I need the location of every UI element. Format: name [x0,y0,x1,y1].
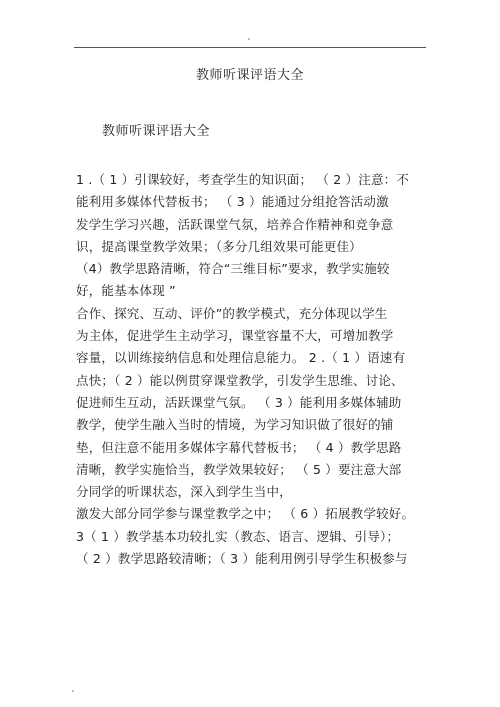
body-line: 发学生学习兴趣，活跃课堂气氛，培养合作精神和竞争意 [76,216,394,232]
header-rule [74,47,426,48]
body-line: 好，能基本体现 ” [76,283,176,299]
body-line: 分同学的听课状态，深入到学生当中， [76,484,292,500]
document-body [76,169,436,570]
body-line: 1 .（ 1 ）引课较好，考查学生的知识面； （ 2 ）注意：不 [76,172,410,187]
body-line: 教学，使学生融入当时的情境，为学习知识做了很好的铺 [76,417,394,433]
document-title: 教师听课评语大全 [195,68,304,83]
body-line: 点快；（ 2 ）能以例贯穿课堂教学，引发学生思维、讨论、 [76,372,404,388]
page-top-marker [248,38,250,40]
body-line: 容量，以训练接纳信息和处理信息能力。 2 .（ 1 ）语速有 [76,350,406,366]
body-line: 识，提高课堂教学效果；（多分几组效果可能更佳） [76,238,362,254]
body-line: 为主体，促进学生主动学习，课堂容量不大，可增加教学 [76,328,394,344]
body-line: 清晰，教学实施恰当，教学效果较好； （ 5 ）要注意大部 [76,461,402,477]
body-line: （ 2 ）教学思路较清晰；（ 3 ）能利用例引导学生积极参与 [76,551,408,567]
document-subtitle: 教师听课评语大全 [102,124,211,139]
body-line: （4）教学思路清晰，符合“三维目标”要求，教学实施较 [76,261,390,277]
body-line: 促进师生互动，活跃课堂气氛。 （ 3 ）能利用多媒体辅助 [76,394,402,410]
body-line: 能利用多媒体代替板书； （ 3 ）能通过分组抢答活动激 [76,194,389,210]
page-bottom-marker [72,690,74,692]
body-line: 激发大部分同学参与课堂教学之中； （ 6 ）拓展教学较好。 [76,506,415,522]
body-line: 3（ 1 ）教学基本功较扎实（教态、语言、逻辑、引导）； [76,528,400,544]
body-line: 垫，但注意不能用多媒体字幕代替板书； （ 4 ）教学思路 [76,439,402,455]
body-line: 合作、探究、互动、评价”的教学模式，充分体现以学生 [76,305,388,321]
